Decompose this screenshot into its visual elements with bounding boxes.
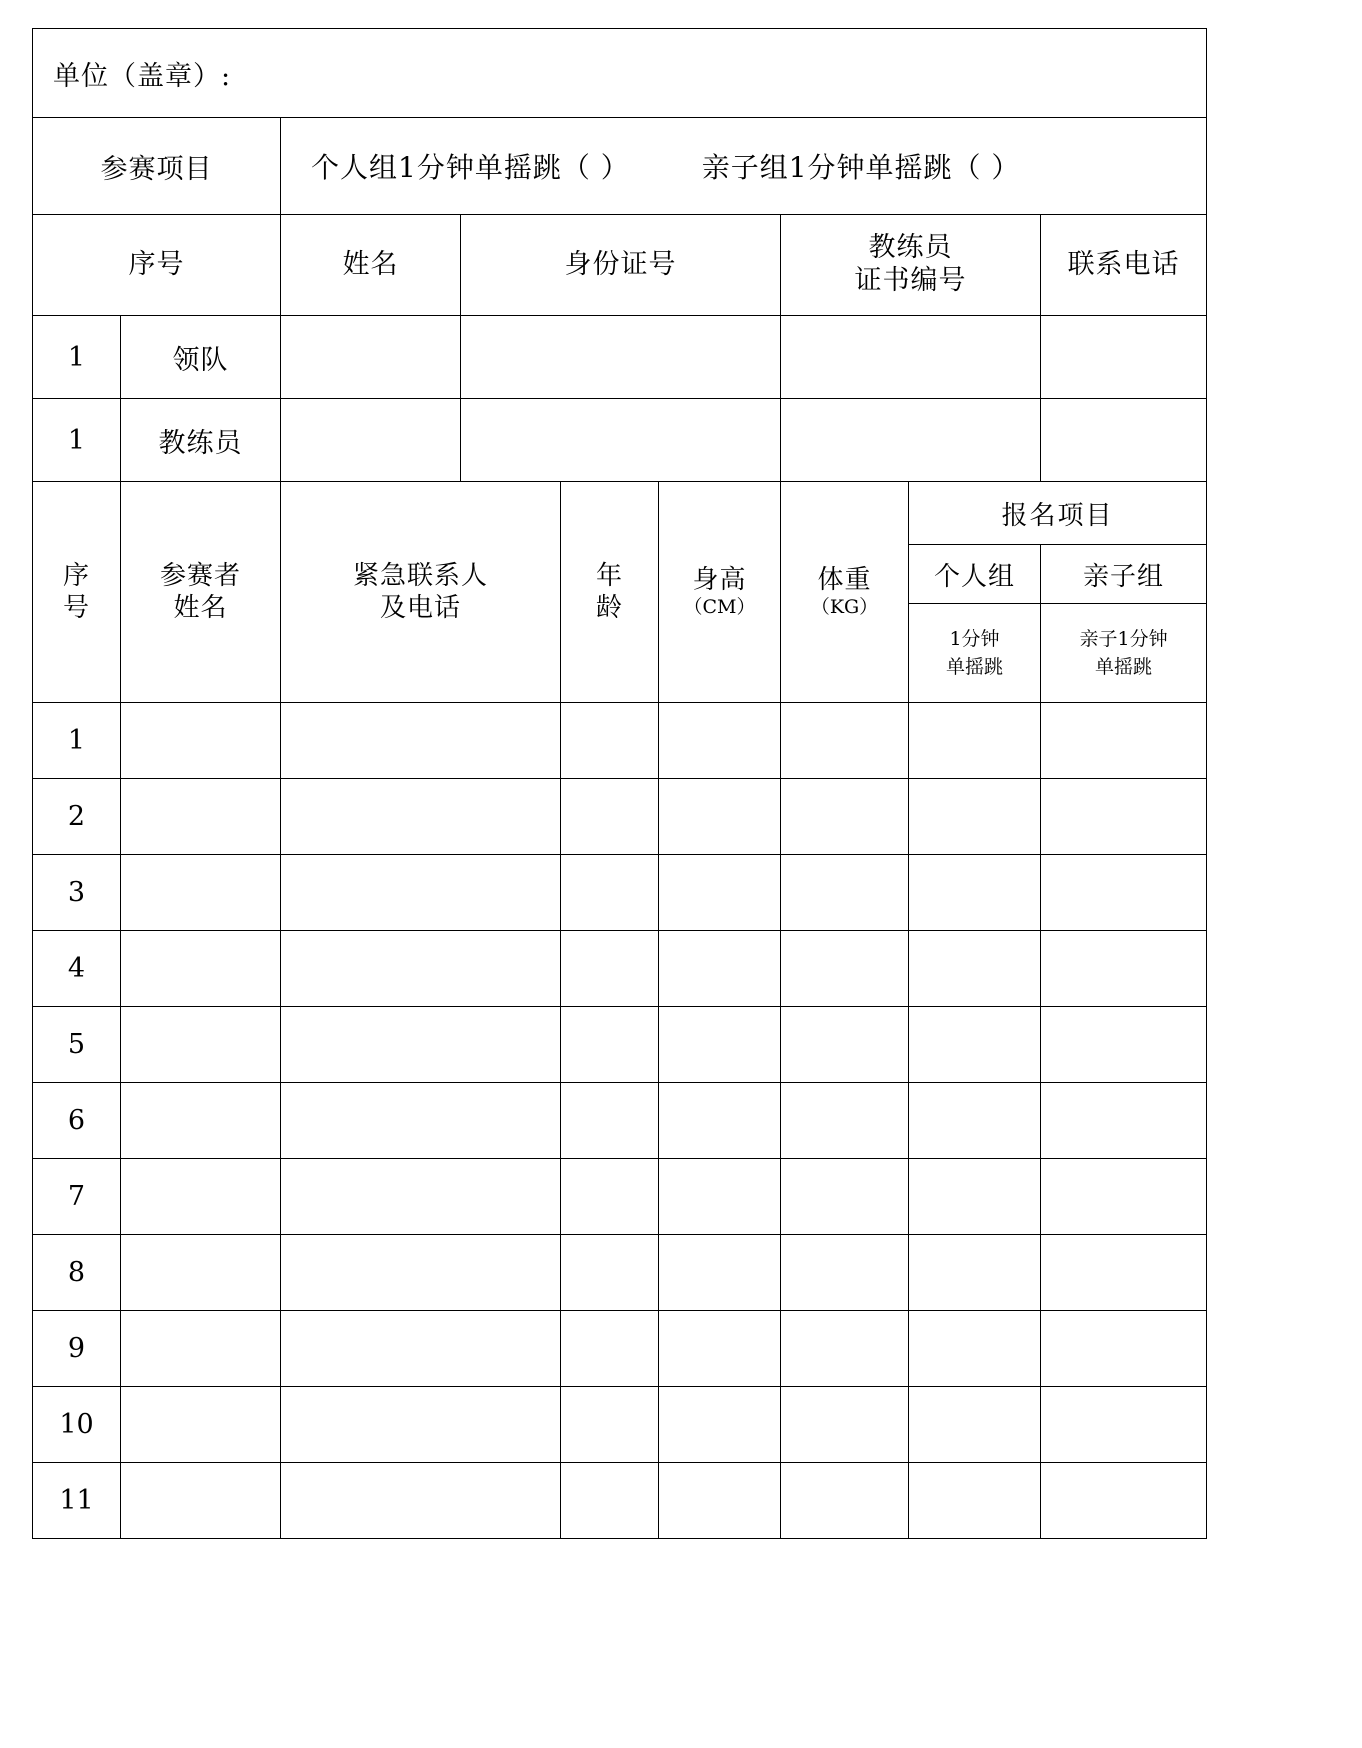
participant-weight-field[interactable] [781, 1007, 909, 1083]
staff-leader-name-field[interactable] [281, 316, 461, 399]
participant-emergency-field[interactable] [281, 1007, 561, 1083]
staff-header-index: 序号 [33, 215, 281, 316]
staff-row-coach [33, 399, 1207, 482]
participant-index: 3 [33, 855, 121, 931]
participant-parentchild-field[interactable] [1041, 1083, 1207, 1159]
participant-height-field[interactable] [659, 1007, 781, 1083]
participant-header-index [33, 482, 121, 703]
participant-individual-field[interactable] [909, 1083, 1041, 1159]
participant-index: 1 [33, 703, 121, 779]
staff-header-phone: 联系电话 [1041, 215, 1207, 316]
table-row [33, 1007, 1207, 1083]
participant-header-emergency-line2: 及电话 [379, 593, 461, 623]
participant-age-field[interactable] [561, 1083, 659, 1159]
participant-index: 2 [33, 779, 121, 855]
participant-index: 5 [33, 1007, 121, 1083]
staff-header-row [33, 215, 1207, 316]
event-selection-row [33, 118, 1207, 215]
participant-header-event-parentchild-line1: 亲子1分钟 [1079, 627, 1168, 650]
staff-coach-index: 1 [33, 399, 121, 482]
participant-weight-field[interactable] [781, 703, 909, 779]
participant-name-field[interactable] [121, 1311, 281, 1387]
participant-height-field[interactable] [659, 1463, 781, 1539]
participant-parentchild-field[interactable] [1041, 703, 1207, 779]
participant-header-weight-unit: （KG） [810, 596, 879, 619]
table-row [33, 1463, 1207, 1539]
participant-header-group-parentchild: 亲子组 [1041, 545, 1207, 604]
participant-emergency-field[interactable] [281, 1159, 561, 1235]
event-options-cell[interactable] [281, 118, 1207, 215]
participant-emergency-field[interactable] [281, 931, 561, 1007]
participant-header-weight [781, 482, 909, 703]
participant-parentchild-field[interactable] [1041, 1311, 1207, 1387]
participant-header-event-individual-line1: 1分钟 [949, 627, 1000, 650]
staff-leader-cert-field[interactable] [781, 316, 1041, 399]
participant-individual-field[interactable] [909, 1159, 1041, 1235]
staff-coach-phone-field[interactable] [1041, 399, 1207, 482]
participant-individual-field[interactable] [909, 931, 1041, 1007]
participant-header-name-line2: 姓名 [173, 593, 228, 623]
participant-individual-field[interactable] [909, 1387, 1041, 1463]
participant-age-field[interactable] [561, 1159, 659, 1235]
participant-header-event-parentchild [1041, 604, 1207, 703]
table-row [33, 1235, 1207, 1311]
table-row [33, 1311, 1207, 1387]
participant-parentchild-field[interactable] [1041, 855, 1207, 931]
staff-header-coach-cert-line1: 教练员 [868, 232, 953, 264]
participant-index: 10 [33, 1387, 121, 1463]
participant-name-field[interactable] [121, 1007, 281, 1083]
staff-leader-index: 1 [33, 316, 121, 399]
participant-index: 7 [33, 1159, 121, 1235]
participant-age-field[interactable] [561, 779, 659, 855]
participant-parentchild-field[interactable] [1041, 1387, 1207, 1463]
staff-coach-role: 教练员 [121, 399, 281, 482]
table-row [33, 1083, 1207, 1159]
table-row [33, 931, 1207, 1007]
unit-seal-label[interactable]: 单位（盖章）: [33, 29, 1207, 118]
participant-parentchild-field[interactable] [1041, 779, 1207, 855]
participant-emergency-field[interactable] [281, 1235, 561, 1311]
participant-individual-field[interactable] [909, 855, 1041, 931]
staff-header-id-number: 身份证号 [461, 215, 781, 316]
staff-leader-id-field[interactable] [461, 316, 781, 399]
participant-header-name-line1: 参赛者 [159, 560, 241, 591]
participant-age-field[interactable] [561, 1311, 659, 1387]
participant-emergency-field[interactable] [281, 1083, 561, 1159]
participant-age-field[interactable] [561, 1235, 659, 1311]
participant-index: 11 [33, 1463, 121, 1539]
event-option-parentchild[interactable]: 亲子组1分钟单摇跳（ ） [701, 151, 1021, 184]
participant-name-field[interactable] [121, 855, 281, 931]
participant-weight-field[interactable] [781, 779, 909, 855]
participant-header-event-parentchild-line2: 单摇跳 [1095, 656, 1153, 678]
participant-header-row-1 [33, 482, 1207, 545]
participant-index: 9 [33, 1311, 121, 1387]
participant-header-height-label: 身高 [692, 565, 747, 596]
staff-leader-phone-field[interactable] [1041, 316, 1207, 399]
participant-weight-field[interactable] [781, 1235, 909, 1311]
participant-parentchild-field[interactable] [1041, 1235, 1207, 1311]
participant-name-field[interactable] [121, 779, 281, 855]
participant-height-field[interactable] [659, 703, 781, 779]
participant-header-age [561, 482, 659, 703]
staff-row-leader [33, 316, 1207, 399]
staff-header-name: 姓名 [281, 215, 461, 316]
staff-coach-name-field[interactable] [281, 399, 461, 482]
participant-name-field[interactable] [121, 1159, 281, 1235]
participant-weight-field[interactable] [781, 1083, 909, 1159]
participant-age-field[interactable] [561, 703, 659, 779]
participant-name-field[interactable] [121, 931, 281, 1007]
participant-index: 6 [33, 1083, 121, 1159]
participant-height-field[interactable] [659, 1083, 781, 1159]
participant-emergency-field[interactable] [281, 1311, 561, 1387]
participant-age-field[interactable] [561, 1463, 659, 1539]
participant-age-field[interactable] [561, 1387, 659, 1463]
participant-height-field[interactable] [659, 779, 781, 855]
participant-individual-field[interactable] [909, 1463, 1041, 1539]
participant-individual-field[interactable] [909, 779, 1041, 855]
participant-header-age-line1: 年 [595, 560, 623, 591]
participant-name-field[interactable] [121, 1387, 281, 1463]
participant-parentchild-field[interactable] [1041, 1007, 1207, 1083]
participant-index: 8 [33, 1235, 121, 1311]
participant-height-field[interactable] [659, 931, 781, 1007]
participant-emergency-field[interactable] [281, 1387, 561, 1463]
participant-emergency-field[interactable] [281, 1463, 561, 1539]
participant-header-height [659, 482, 781, 703]
participant-index: 4 [33, 931, 121, 1007]
participant-height-field[interactable] [659, 1159, 781, 1235]
participant-name-field[interactable] [121, 703, 281, 779]
staff-header-coach-cert-line2: 证书编号 [854, 265, 967, 296]
participant-header-index-line1: 序 [62, 560, 90, 591]
table-row [33, 1387, 1207, 1463]
table-row [33, 1159, 1207, 1235]
participant-weight-field[interactable] [781, 1159, 909, 1235]
table-row [33, 779, 1207, 855]
participant-height-field[interactable] [659, 1235, 781, 1311]
participant-parentchild-field[interactable] [1041, 931, 1207, 1007]
registration-form-table [32, 28, 1207, 1539]
participant-header-emergency-contact [281, 482, 561, 703]
staff-leader-role: 领队 [121, 316, 281, 399]
participant-weight-field[interactable] [781, 1463, 909, 1539]
participant-header-height-unit: （CM） [683, 596, 756, 619]
participant-weight-field[interactable] [781, 1311, 909, 1387]
event-label: 参赛项目 [33, 118, 281, 215]
participant-header-emergency-line1: 紧急联系人 [352, 560, 488, 591]
participant-individual-field[interactable] [909, 703, 1041, 779]
participant-parentchild-field[interactable] [1041, 1159, 1207, 1235]
participant-individual-field[interactable] [909, 1235, 1041, 1311]
table-row [33, 855, 1207, 931]
participant-individual-field[interactable] [909, 1311, 1041, 1387]
participant-weight-field[interactable] [781, 855, 909, 931]
participant-parentchild-field[interactable] [1041, 1463, 1207, 1539]
participant-header-event-individual [909, 604, 1041, 703]
participant-header-name [121, 482, 281, 703]
participant-height-field[interactable] [659, 1311, 781, 1387]
participant-name-field[interactable] [121, 1235, 281, 1311]
participant-header-signup-group: 报名项目 [909, 482, 1207, 545]
participant-header-index-line2: 号 [62, 593, 90, 623]
participant-weight-field[interactable] [781, 1387, 909, 1463]
participant-height-field[interactable] [659, 855, 781, 931]
participant-height-field[interactable] [659, 1387, 781, 1463]
participant-header-age-line2: 龄 [595, 593, 623, 623]
unit-row [33, 29, 1207, 118]
staff-coach-id-field[interactable] [461, 399, 781, 482]
staff-coach-cert-field[interactable] [781, 399, 1041, 482]
participant-header-group-individual: 个人组 [909, 545, 1041, 604]
participant-age-field[interactable] [561, 931, 659, 1007]
staff-header-coach-cert [781, 215, 1041, 316]
participant-header-event-individual-line2: 单摇跳 [945, 656, 1003, 678]
participant-age-field[interactable] [561, 855, 659, 931]
participant-emergency-field[interactable] [281, 855, 561, 931]
participant-age-field[interactable] [561, 1007, 659, 1083]
participant-weight-field[interactable] [781, 931, 909, 1007]
event-option-individual[interactable]: 个人组1分钟单摇跳（ ） [311, 151, 630, 184]
participant-header-weight-label: 体重 [817, 565, 872, 596]
participant-emergency-field[interactable] [281, 779, 561, 855]
participant-emergency-field[interactable] [281, 703, 561, 779]
table-row [33, 703, 1207, 779]
participant-name-field[interactable] [121, 1083, 281, 1159]
participant-name-field[interactable] [121, 1463, 281, 1539]
participant-individual-field[interactable] [909, 1007, 1041, 1083]
